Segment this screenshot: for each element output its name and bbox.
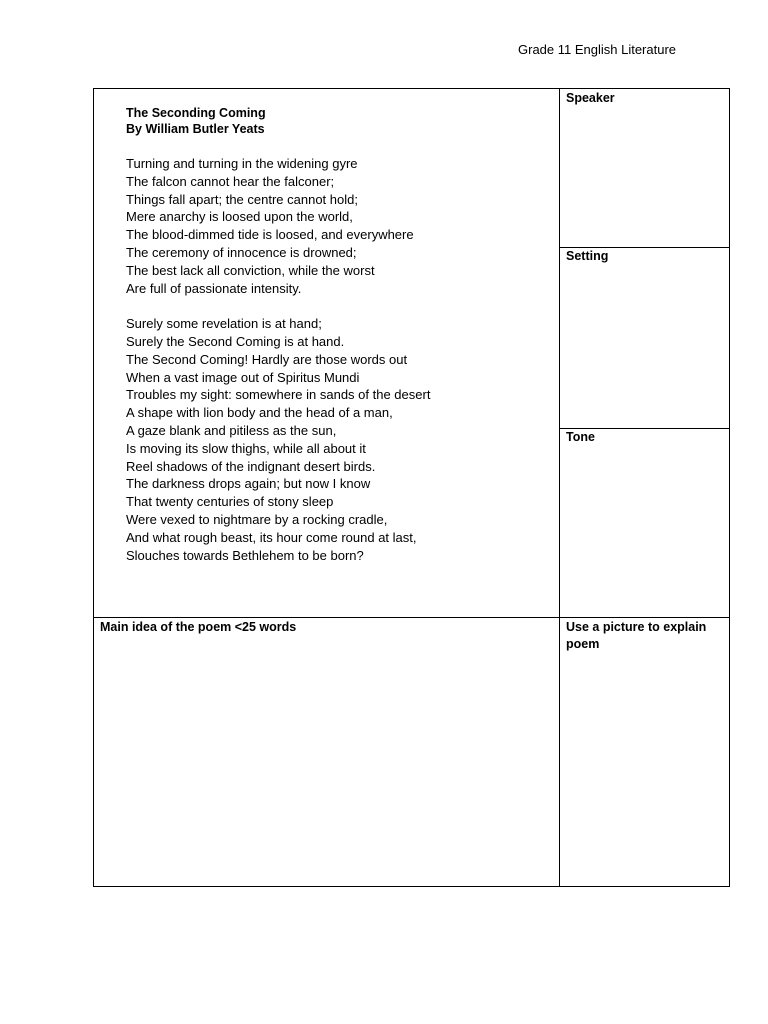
poem-line: Troubles my sight: somewhere in sands of the desert (126, 387, 431, 403)
speaker-cell (559, 88, 730, 248)
poem-heading (126, 105, 266, 137)
poem-line: The best lack all conviction, while the worst (126, 262, 375, 278)
poem-line: Turning and turning in the widening gyre (126, 156, 358, 171)
poem-author: By William Butler Yeats (126, 122, 265, 136)
poem-line: Were vexed to nightmare by a rocking cradle, (126, 511, 388, 527)
poem-text (126, 155, 430, 564)
poem-line: A gaze blank and pitiless as the sun, (126, 422, 337, 438)
poem-line: Slouches towards Bethlehem to be born? (126, 547, 364, 563)
course-header: Grade 11 English Literature (518, 42, 677, 57)
poem-line: Things fall apart; the centre cannot hold; (126, 191, 358, 207)
tone-label: Tone (566, 430, 595, 444)
poem-line: The darkness drops again; but now I know (126, 476, 371, 492)
picture-label: Use a picture to explain poem (566, 620, 707, 651)
poem-line: The falcon cannot hear the falconer; (126, 173, 335, 189)
poem-line: Surely some revelation is at hand; (126, 316, 322, 332)
poem-cell (93, 88, 560, 618)
poem-line: A shape with lion body and the head of a man, (126, 405, 393, 421)
stanza-2 (126, 315, 430, 564)
poem-line: The ceremony of innocence is drowned; (126, 244, 357, 260)
poem-line: Mere anarchy is loosed upon the world, (126, 209, 353, 225)
poem-line: And what rough beast, its hour come round at last, (126, 529, 417, 545)
poem-line: Is moving its slow thighs, while all about it (126, 440, 366, 456)
poem-line: When a vast image out of Spiritus Mundi (126, 369, 360, 385)
main-idea-label: Main idea of the poem <25 words (100, 620, 297, 634)
poem-line: The Second Coming! Hardly are those words out (126, 351, 408, 367)
poem-line: The blood-dimmed tide is loosed, and everywhere (126, 227, 414, 243)
picture-cell (559, 617, 730, 887)
setting-label: Setting (566, 249, 609, 263)
stanza-1 (126, 155, 430, 297)
setting-cell (559, 247, 730, 429)
tone-cell (559, 428, 730, 618)
poem-line: Reel shadows of the indignant desert birds. (126, 458, 376, 474)
main-idea-cell (93, 617, 560, 887)
stanza-gap (126, 297, 430, 315)
speaker-label: Speaker (566, 91, 615, 105)
poem-line: Surely the Second Coming is at hand. (126, 333, 345, 349)
poem-line: Are full of passionate intensity. (126, 280, 302, 296)
poem-title: The Seconding Coming (126, 106, 266, 120)
poem-line: That twenty centuries of stony sleep (126, 494, 334, 510)
